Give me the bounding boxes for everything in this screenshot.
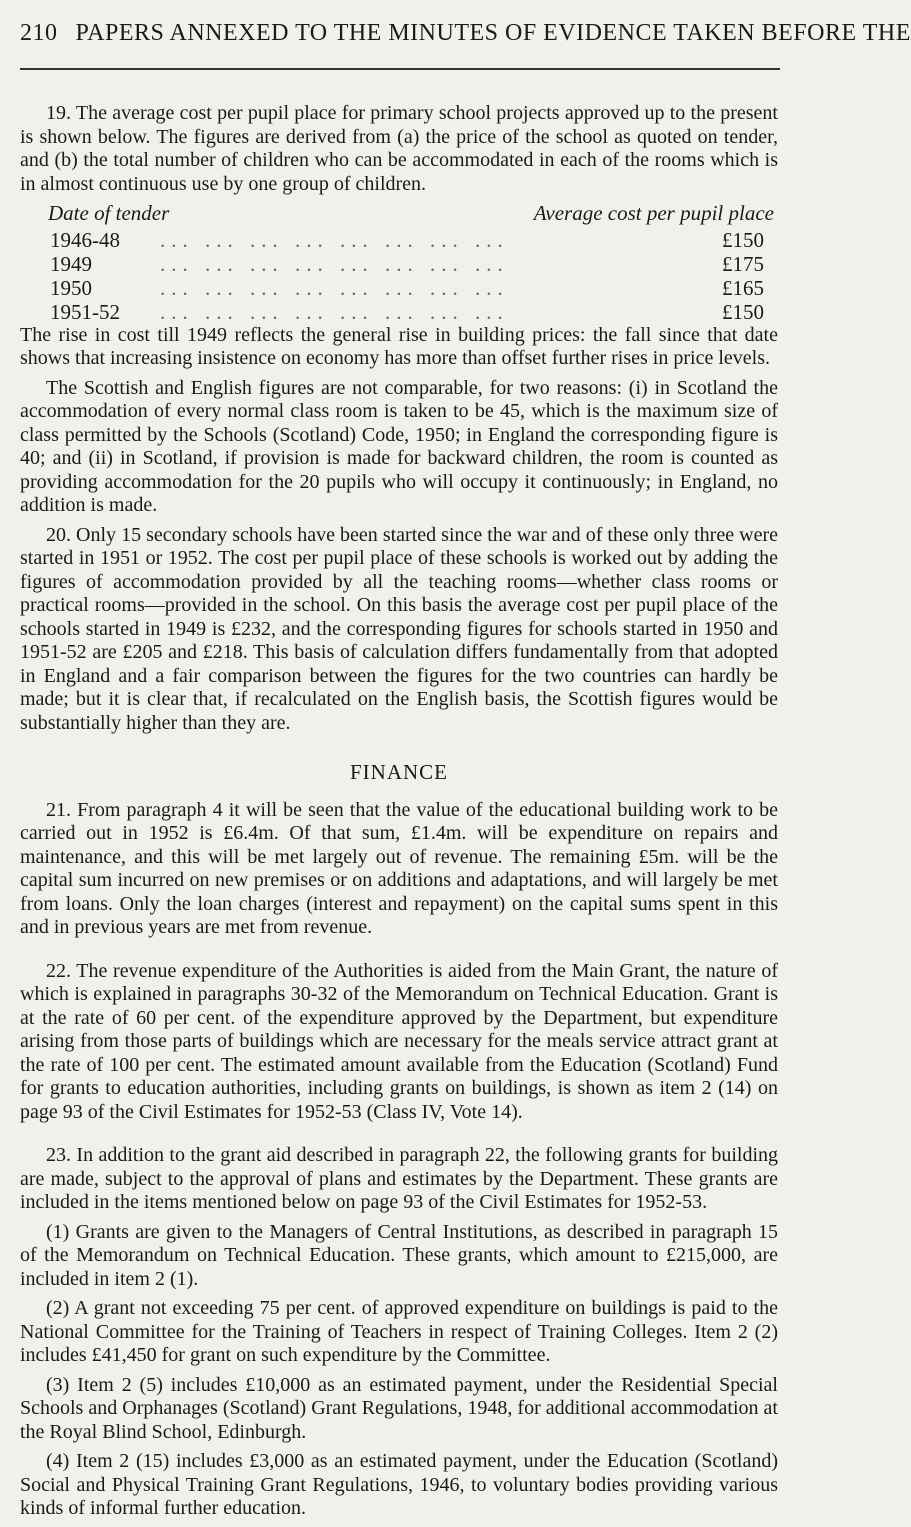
table-row: [20, 252, 778, 276]
running-title: PAPERS ANNEXED TO THE MINUTES OF EVIDENCE TAKEN BEFORE THE: [75, 20, 911, 46]
paragraph-23-item-3: (3) Item 2 (5) includes £10,000 as an estimated payment, under the Residential Special Schools and Orphanages (Scotland) Grant Regulations, 1948, for additional accommodation at the Royal Blind School, Edinburgh.: [20, 1373, 778, 1443]
finance-heading: FINANCE: [349, 760, 448, 784]
spacer: [20, 1130, 778, 1144]
spacer: [20, 946, 778, 960]
leader-dots: ... ... ... ... ... ... ... ...: [160, 275, 509, 300]
column-average-cost: Average cost per pupil place: [533, 201, 774, 225]
paragraph-20: 20. Only 15 secondary schools have been started since the war and of these only three were started in 1951 or 1952. The cost per pupil place of these schools is worked out by adding the figures of accommodation provided by all the teaching rooms—whether class rooms or practical rooms—provided in the school. On this basis the average cost per pupil place of the schools started in 1949 is £232, and the corresponding figures for schools started in 1950 and 1951-52 are £205 and £218. This basis of calculation differs fundamentally from that adopted in England and a fair comparison between the figures for the two countries can hardly be made; but it is clear that, if recalculated on the English basis, the Scottish figures would be substantially higher than they are.: [20, 523, 778, 734]
table-cell-date: 1946-48: [50, 227, 120, 252]
page-number: 210: [20, 20, 58, 46]
table-cell-cost: £150: [722, 227, 764, 252]
leader-dots: ... ... ... ... ... ... ... ...: [160, 251, 509, 276]
leader-dots: ... ... ... ... ... ... ... ...: [160, 299, 509, 324]
paragraph-21: 21. From paragraph 4 it will be seen that the value of the educational building work to be carried out in 1952 is £6.4m. Of that sum, £1.4m. will be expenditure on repairs and maintenance, and this will be met largely out of revenue. The remaining £5m. will be the capital sum incurred on new premises or on additions and adaptations, and will largely be met from loans. Only the loan charges (interest and repayment) on the capital sums spent in this and in previous years are met from revenue.: [20, 798, 778, 938]
table-cell-cost: £150: [722, 299, 764, 324]
table-row: [20, 228, 778, 252]
table-row: [20, 276, 778, 300]
table-cell-cost: £175: [722, 251, 764, 276]
paragraph-23-item-1: (1) Grants are given to the Managers of Central Institutions, as described in paragraph 15 of the Memorandum on Technical Education. These grants, which amount to £215,000, are included in item 2 (1).: [20, 1220, 778, 1290]
paragraph-22: 22. The revenue expenditure of the Authorities is aided from the Main Grant, the nature of which is explained in paragraphs 30-32 of the Memorandum on Technical Education. Grant is at the rate of 60 per cent. of the expenditure approved by the Department, but expenditure arising from those parts of buildings which are necessary for the meals service attract grant at the rate of 100 per cent. The estimated amount available from the Education (Scotland) Fund for grants to education authorities, including grants on buildings, is shown as item 2 (14) on page 93 of the Civil Estimates for 1952-53 (Class IV, Vote 14).: [20, 959, 778, 1123]
paragraph-19: 19. The average cost per pupil place for primary school projects approved up to the present is shown below. The figures are derived from (a) the price of the school as quoted on tender, and (b) the total number of children who can be accommodated in each of the rooms which is in almost continuous use by one group of children.: [20, 102, 778, 195]
table-cell-date: 1951-52: [50, 299, 120, 324]
running-head: [20, 20, 911, 47]
cost-table-header: [20, 202, 778, 226]
table-cell-cost: £165: [722, 275, 764, 300]
table-cell-date: 1950: [50, 275, 92, 300]
column-date-of-tender: Date of tender: [48, 201, 170, 225]
leader-dots: ... ... ... ... ... ... ... ...: [160, 227, 509, 252]
header-rule: [20, 68, 780, 70]
paragraph-23-item-2: (2) A grant not exceeding 75 per cent. of approved expenditure on buildings is paid to the National Committee for the Training of Teachers in respect of Training Colleges. Item 2 (2) includes £41,450 for grant on such expenditure by the Committee.: [20, 1297, 778, 1366]
paragraph-19-scottish-figures: The Scottish and English figures are not comparable, for two reasons: (i) in Scotland the accommodation of every normal class room is taken to be 45, which is the maximum size of class permitted by the Schools (Scotland) Code, 1950; in England the corresponding figure is 40; and (ii) in Scotland, if provision is made for backward children, the room is counted as providing accommodation for the 20 pupils who will occupy it continuously; in England, no addition is made.: [20, 376, 778, 516]
paragraph-19-continued: The rise in cost till 1949 reflects the general rise in building prices: the fall since that date shows that increasing insistence on economy has more than offset further rises in price levels.: [20, 323, 778, 369]
table-cell-date: 1949: [50, 251, 92, 276]
paragraph-23: 23. In addition to the grant aid described in paragraph 22, the following grants for building are made, subject to the approval of plans and estimates by the Department. These grants are included in the items mentioned below on page 93 of the Civil Estimates for 1952-53.: [20, 1144, 778, 1213]
paragraph-23-item-4: (4) Item 2 (15) includes £3,000 as an estimated payment, under the Education (Scotland) Social and Physical Training Grant Regulations, 1946, to voluntary bodies providing various kinds of informal further education.: [20, 1450, 778, 1519]
table-row: [20, 300, 778, 324]
body-text: [20, 102, 778, 1527]
